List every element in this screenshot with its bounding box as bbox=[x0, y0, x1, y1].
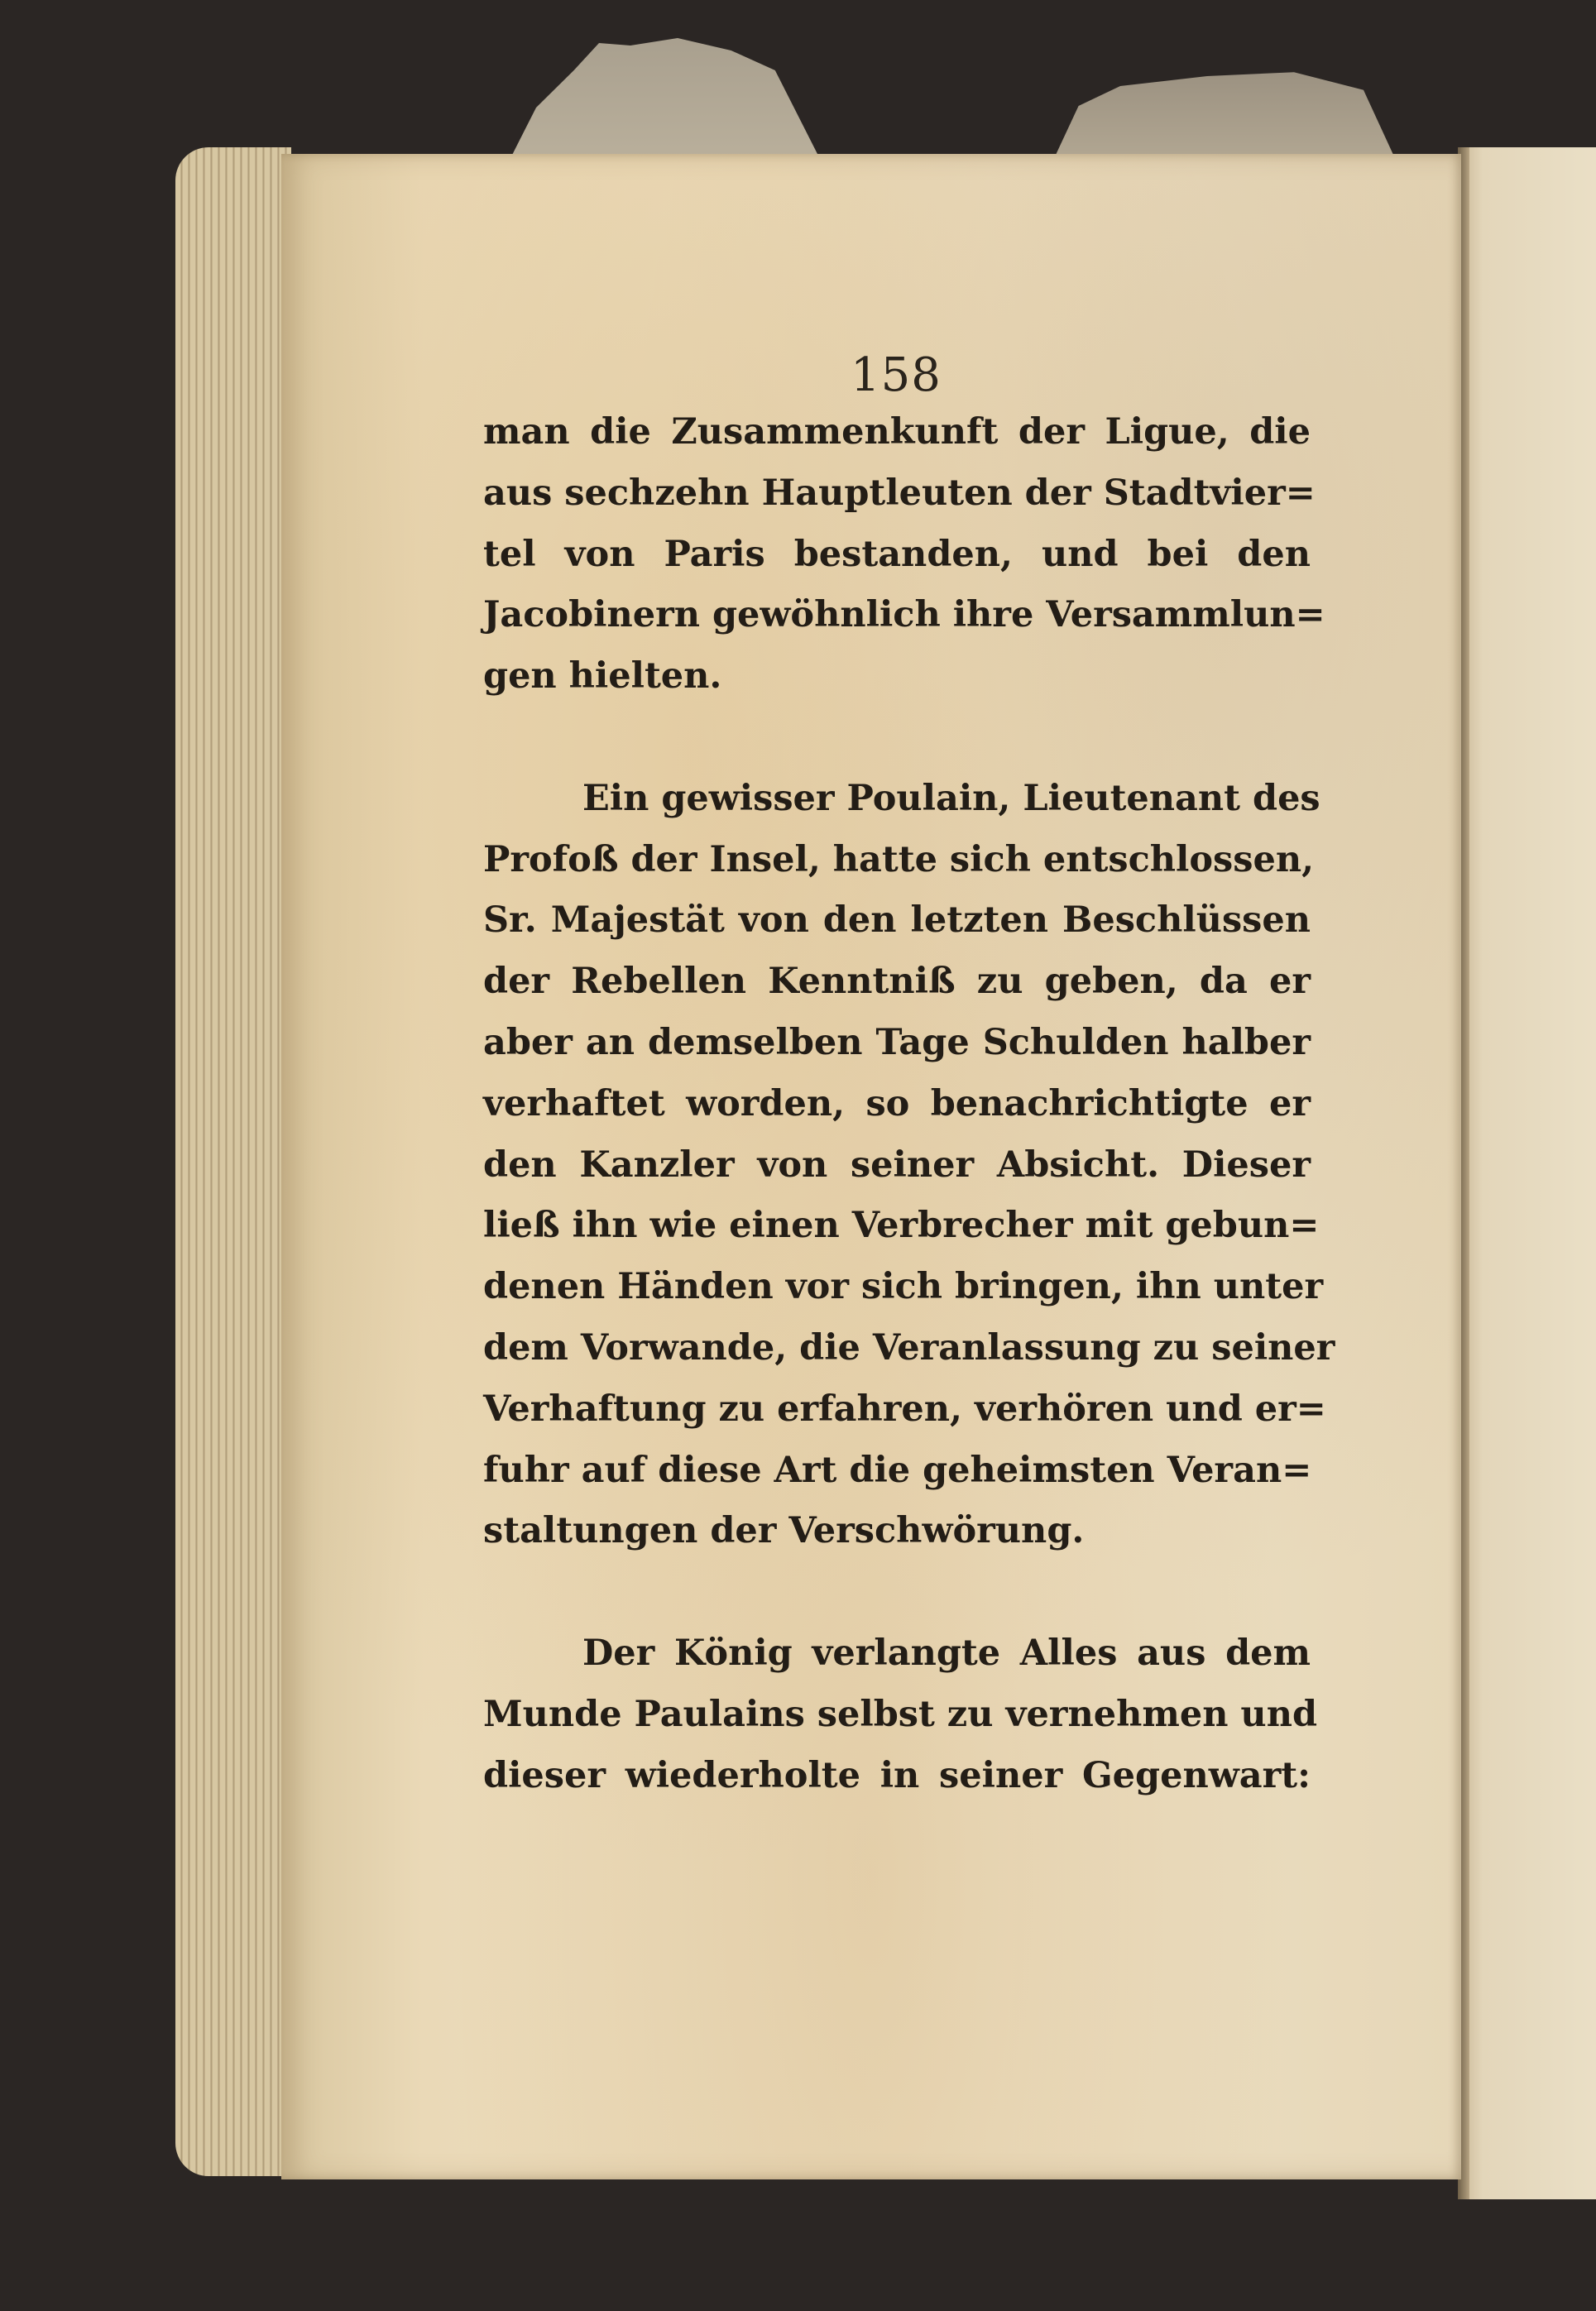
paragraph-3 bbox=[483, 1623, 1318, 1806]
book-page bbox=[281, 154, 1461, 2179]
text-line: den Kanzler von seiner Absicht. Dieser bbox=[483, 1144, 1311, 1186]
text-line: fuhr auf diese Art die geheimsten Veran= bbox=[483, 1449, 1312, 1491]
text-line: der Rebellen Kenntniß zu geben, da er bbox=[483, 961, 1311, 1003]
text-line: dieser wiederholte in seiner Gegenwart: bbox=[483, 1754, 1311, 1796]
text-line: Ein gewisser Poulain, Lieutenant des bbox=[582, 777, 1320, 819]
text-line: denen Händen vor sich bringen, ihn unter bbox=[483, 1266, 1324, 1308]
text-line: aus sechzehn Hauptleuten der Stadtvier= bbox=[483, 472, 1316, 514]
paper-scrap-right bbox=[1051, 66, 1398, 165]
text-line: ließ ihn wie einen Verbrecher mit gebun= bbox=[483, 1205, 1320, 1247]
text-line: man die Zusammenkunft der Ligue, die bbox=[483, 411, 1311, 453]
text-line: gen hielten. bbox=[483, 655, 722, 698]
text-line: verhaftet worden, so benachrichtigte er bbox=[483, 1082, 1311, 1124]
text-line: Verhaftung zu erfahren, verhören und er= bbox=[483, 1388, 1326, 1430]
paragraph-1 bbox=[483, 402, 1325, 707]
paragraph-2 bbox=[483, 769, 1335, 1562]
page-number: 158 bbox=[851, 348, 942, 402]
facing-page bbox=[1458, 147, 1596, 2199]
text-line: dem Vorwande, die Veranlassung zu seiner bbox=[483, 1326, 1335, 1369]
text-line: Sr. Majestät von den letzten Beschlüssen bbox=[483, 899, 1311, 942]
text-line: tel von Paris bestanden, und bei den bbox=[483, 533, 1311, 575]
text-line: Profoß der Insel, hatte sich entschlossen, bbox=[483, 838, 1315, 880]
text-line: Jacobinern gewöhnlich ihre Versammlun= bbox=[483, 594, 1325, 636]
text-line: aber an demselben Tage Schulden halber bbox=[483, 1021, 1311, 1063]
text-line: staltungen der Verschwörung. bbox=[483, 1510, 1085, 1552]
text-line: Munde Paulains selbst zu vernehmen und bbox=[483, 1693, 1318, 1735]
body-text bbox=[483, 402, 1335, 1806]
text-line: Der König verlangte Alles aus dem bbox=[582, 1632, 1311, 1674]
paper-scrap-left bbox=[505, 33, 819, 157]
page-edges bbox=[175, 147, 291, 2176]
